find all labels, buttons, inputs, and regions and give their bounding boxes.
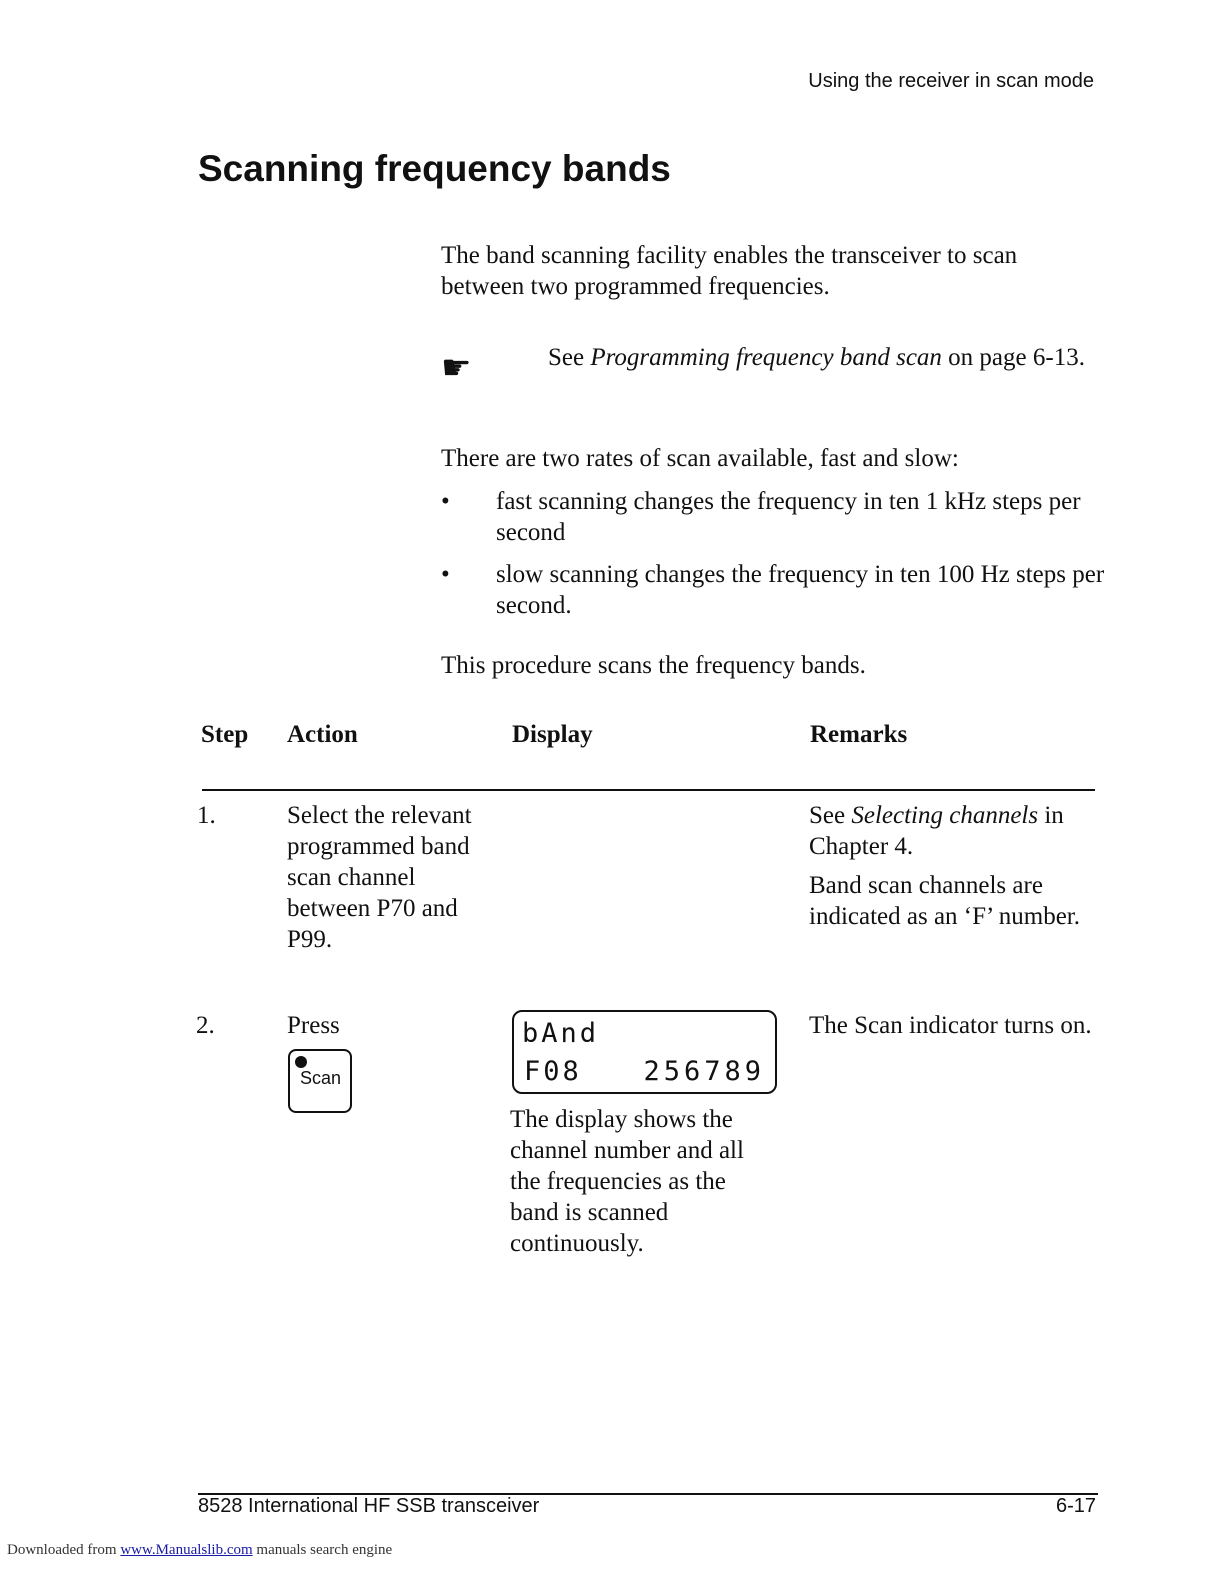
see-also-note [548,342,1108,373]
rates-list [441,486,1111,632]
action-text-1: Select the relevant programmed band scan channel between P70 and P99. [287,802,472,953]
remarks-1 [809,800,1099,862]
remarks-reference: Selecting channels [851,802,1039,829]
scan-key-icon [288,1049,352,1113]
remarks-2: The Scan indicator turns on. [809,1012,1092,1039]
intro-paragraph: The band scanning facility enables the transceiver to scan between two programmed frequencies. [441,242,1018,300]
column-header-action: Action [287,721,358,748]
remarks-reference-rest: in Chapter 4. [809,802,1064,860]
list-item [441,486,1111,548]
watermark-link[interactable]: www.Manualslib.com [120,1542,253,1558]
lcd-channel: F08 [524,1056,582,1087]
procedure-intro: This procedure scans the frequency bands. [441,652,866,679]
lcd-line-1: bAnd [522,1018,600,1049]
watermark [7,1542,392,1559]
pointing-hand-icon: ☛ [441,350,472,387]
remarks-1-extra: Band scan channels are indicated as an ‘F’ number. [809,872,1080,930]
lcd-frequency: 256789 [643,1056,765,1087]
footer-page-number: 6-17 [1055,1495,1096,1517]
watermark-suffix: manuals search engine [252,1542,393,1558]
column-header-display: Display [512,721,593,748]
remarks-see: See [809,802,852,829]
column-header-remarks: Remarks [810,721,908,748]
action-text-2: Press [287,1012,340,1039]
page-title: Scanning frequency bands [198,148,671,189]
scan-indicator-led [295,1056,307,1068]
note-reference: Programming frequency band scan [590,344,942,371]
bullet-icon: • [441,488,450,515]
note-reference-rest: on page 6-13. [941,344,1085,371]
lcd-display [512,1010,777,1094]
rates-intro: There are two rates of scan available, fast and slow: [441,445,959,472]
footer-product-name: 8528 International HF SSB transceiver [198,1495,540,1517]
bullet-text: fast scanning changes the frequency in ten 1 kHz steps per second [496,488,1081,546]
display-caption-2: The display shows the channel number and all the frequencies as the band is scanned continuously. [510,1106,744,1257]
table-header-rule [202,789,1095,791]
column-header-step: Step [201,721,249,748]
list-item [441,559,1111,621]
running-header: Using the receiver in scan mode [808,70,1094,92]
scan-key-label: Scan [300,1068,342,1088]
step-number-2: 2. [196,1012,215,1039]
step-number-1: 1. [197,802,216,829]
watermark-prefix: Downloaded from [7,1542,121,1558]
note-see: See [548,344,591,371]
bullet-icon: • [441,561,450,588]
bullet-text: slow scanning changes the frequency in ten 100 Hz steps per second. [496,561,1105,619]
